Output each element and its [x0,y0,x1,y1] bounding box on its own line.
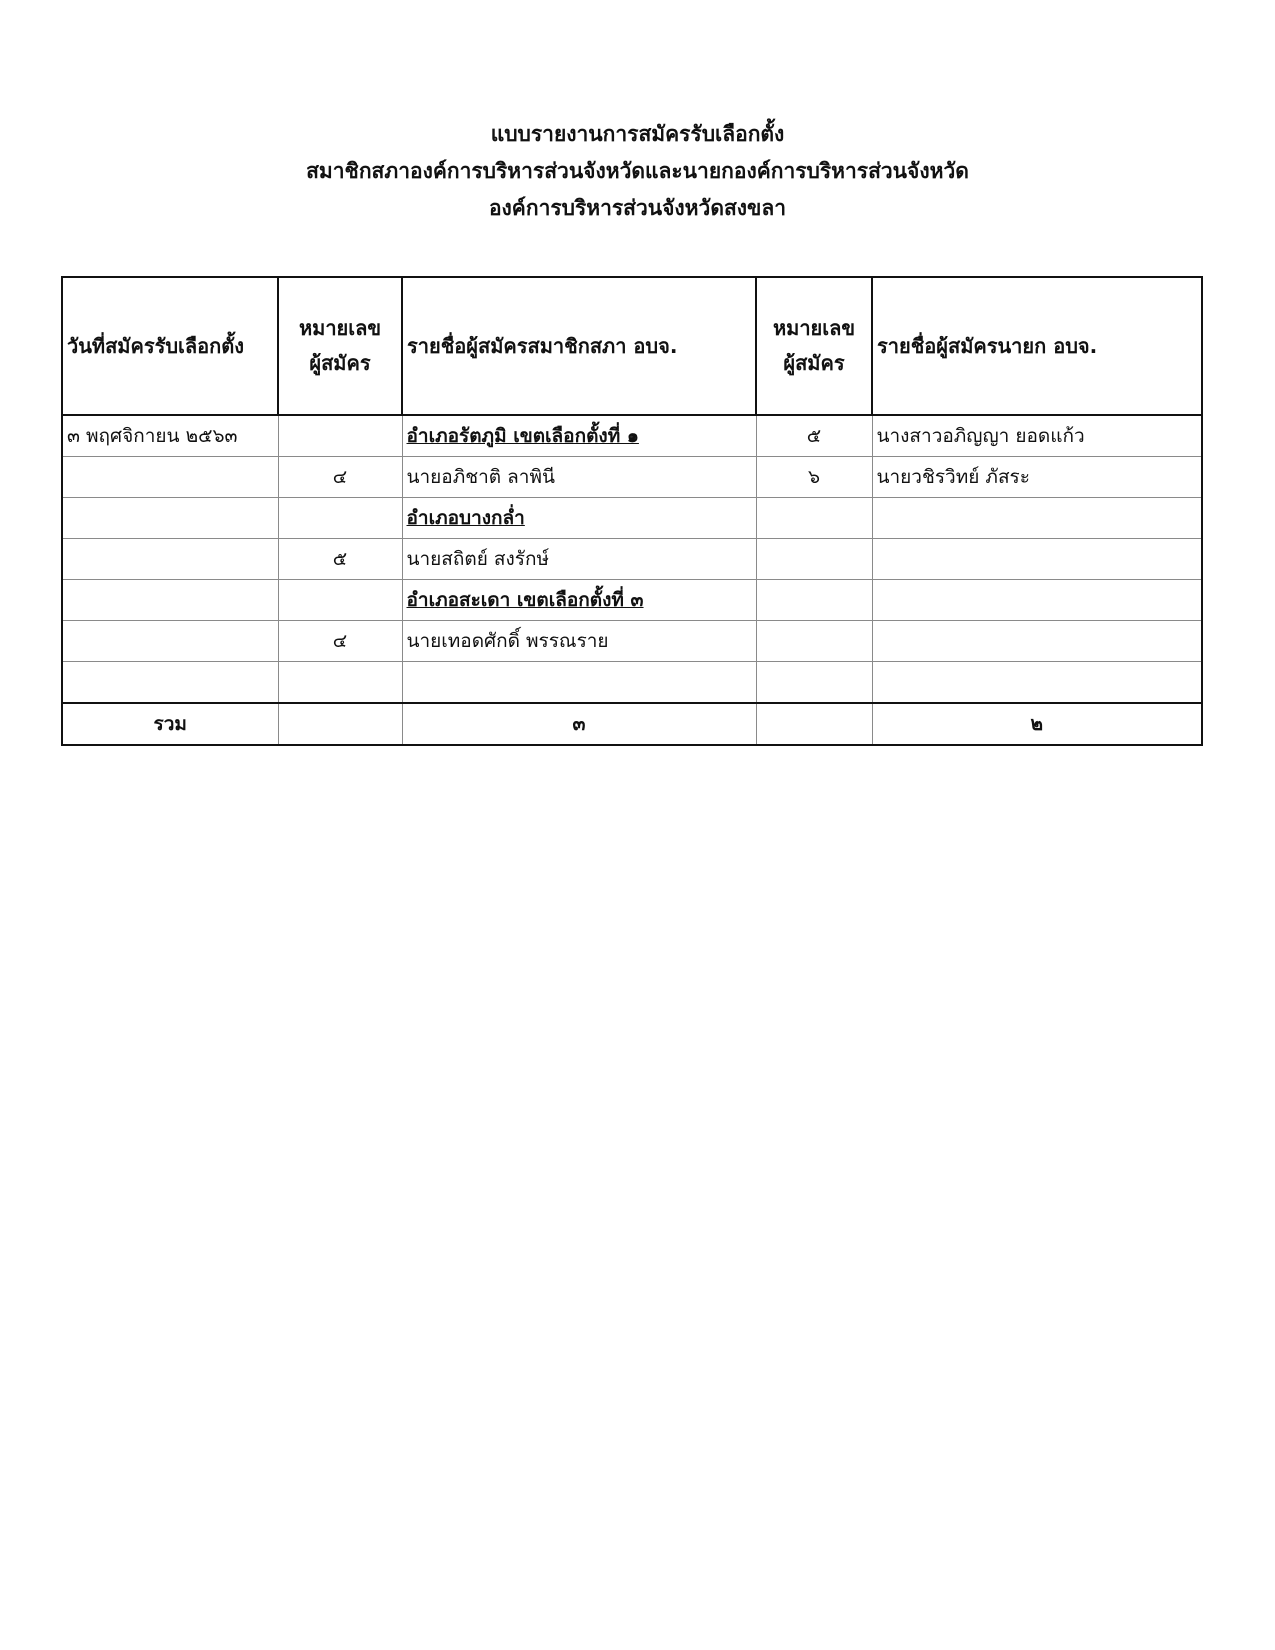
column-header-council-name: รายชื่อผู้สมัครสมาชิกสภา อบจ. [402,277,756,415]
cell-mayor-name: นายวชิรวิทย์ ภัสระ [872,457,1202,498]
total-empty-cell [278,703,402,745]
cell-council-number [278,498,402,539]
cell-date: ๓ พฤศจิกายน ๒๕๖๓ [62,415,278,457]
report-subtitle: สมาชิกสภาองค์การบริหารส่วนจังหวัดและนายกองค์การบริหารส่วนจังหวัด [306,159,969,183]
cell-council-number: ๔ [278,621,402,662]
table-row [62,539,1202,580]
cell-council-number [278,580,402,621]
table-row [62,580,1202,621]
cell-council-number: ๔ [278,457,402,498]
table-row [62,621,1202,662]
cell-council-number: ๕ [278,539,402,580]
cell-mayor-number [756,662,872,704]
table-row [62,415,1202,457]
cell-council-name: นายอภิชาติ ลาพินี [402,457,756,498]
report-organization: องค์การบริหารส่วนจังหวัดสงขลา [488,196,787,220]
cell-mayor-name: นางสาวอภิญญา ยอดแก้ว [872,415,1202,457]
cell-date [62,539,278,580]
cell-date [62,457,278,498]
table-row [62,457,1202,498]
total-mayor-count: ๒ [872,703,1202,745]
cell-mayor-name [872,580,1202,621]
cell-mayor-number [756,498,872,539]
cell-mayor-name [872,662,1202,704]
total-empty-cell [756,703,872,745]
cell-council-district: อำเภอบางกล่ำ [402,498,756,539]
column-header-date: วันที่สมัครรับเลือกตั้ง [62,277,278,415]
cell-council-name: นายสถิตย์ สงรักษ์ [402,539,756,580]
column-header-mayor-name: รายชื่อผู้สมัครนายก อบจ. [872,277,1202,415]
cell-mayor-number [756,580,872,621]
cell-mayor-number [756,621,872,662]
cell-council-district: อำเภอสะเดา เขตเลือกตั้งที่ ๓ [402,580,756,621]
table-row [62,662,1202,704]
cell-mayor-number [756,539,872,580]
cell-mayor-number: ๕ [756,415,872,457]
cell-council-district: อำเภอรัตภูมิ เขตเลือกตั้งที่ ๑ [402,415,756,457]
column-header-council-number-line2: ผู้สมัคร [309,351,371,375]
column-header-council-number-line1: หมายเลข [298,316,382,340]
column-header-mayor-number [756,277,872,415]
total-row [62,703,1202,745]
report-header [0,116,1275,227]
candidate-table [61,276,1203,746]
cell-date [62,580,278,621]
column-header-mayor-number-line2: ผู้สมัคร [783,351,845,375]
table-header-row [62,277,1202,415]
cell-mayor-number: ๖ [756,457,872,498]
cell-mayor-name [872,498,1202,539]
column-header-mayor-number-line1: หมายเลข [772,316,856,340]
cell-council-number [278,415,402,457]
column-header-council-number [278,277,402,415]
cell-date [62,621,278,662]
report-title: แบบรายงานการสมัครรับเลือกตั้ง [490,122,785,146]
cell-date [62,662,278,704]
total-council-count: ๓ [402,703,756,745]
cell-mayor-name [872,621,1202,662]
cell-council-name: นายเทอดศักดิ์ พรรณราย [402,621,756,662]
cell-council-name [402,662,756,704]
cell-council-number [278,662,402,704]
cell-date [62,498,278,539]
cell-mayor-name [872,539,1202,580]
table-row [62,498,1202,539]
total-label: รวม [62,703,278,745]
